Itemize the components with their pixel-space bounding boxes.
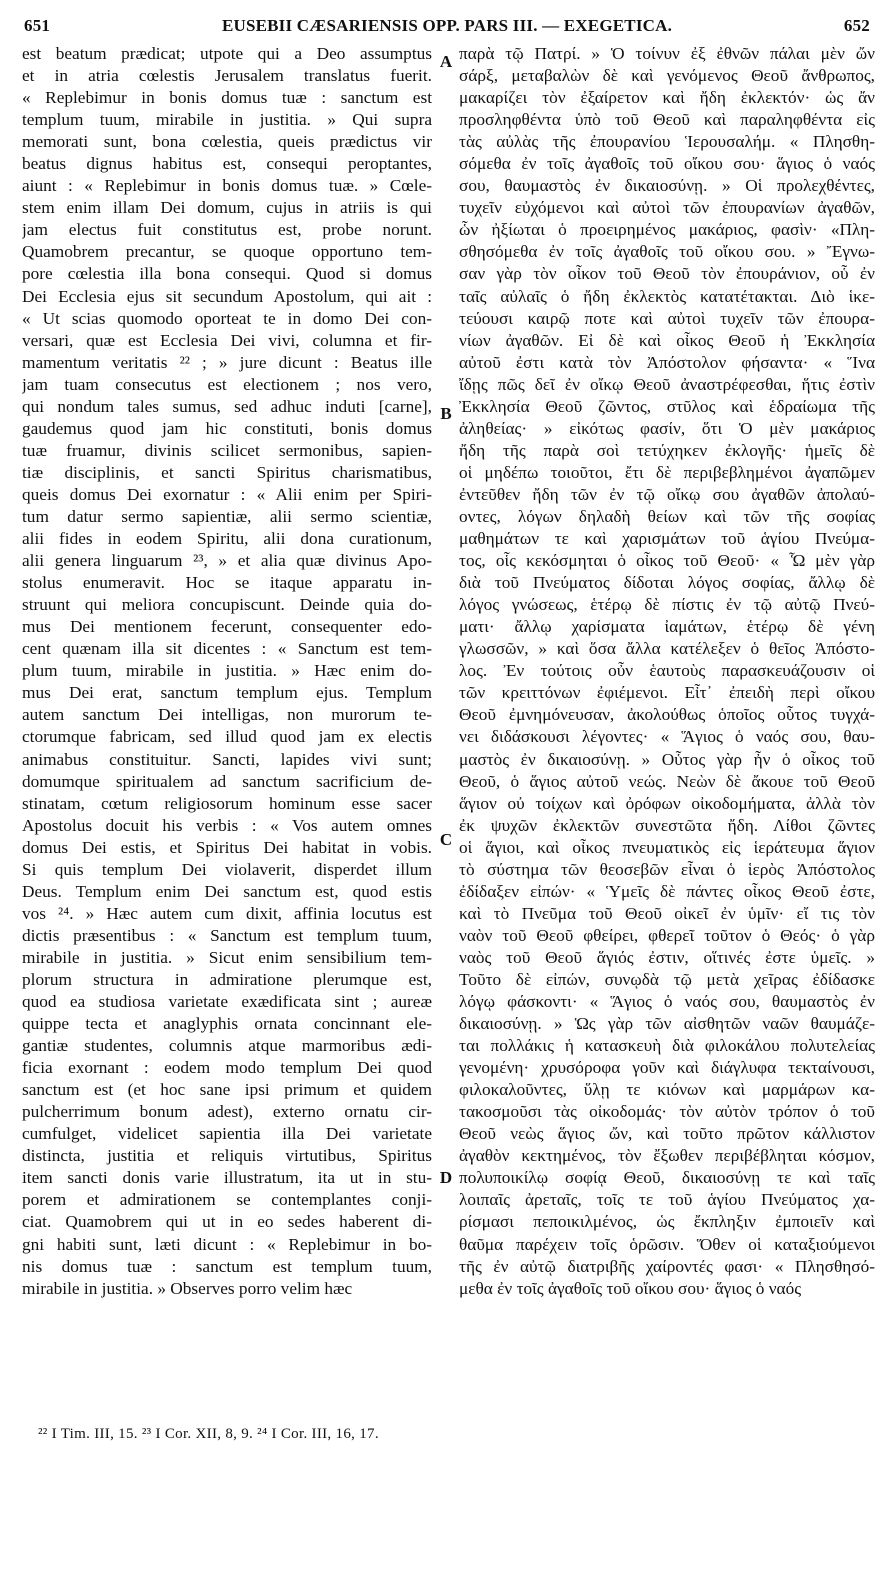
- section-marker-d: D: [439, 1168, 453, 1187]
- latin-text-line: Apostolus docuit his verbis : « Vos autem omnes: [22, 815, 432, 835]
- greek-text-line: τῆς ἐν αὐτῷ διατριβῆς χαίροντές φασι· « Πλησθησό-: [459, 1256, 875, 1276]
- latin-text-line: domumque spiritualem ad sanctum sacrificium de-: [22, 771, 432, 791]
- footnotes: ²² I Tim. III, 15. ²³ I Cor. XII, 8, 9. ²⁴ I Cor. III, 16, 17.: [38, 1426, 379, 1442]
- greek-text-line: σαν γὰρ τὸν οἶκον τοῦ Θεοῦ τὸν ἐπουράνιον, οὗ ἐν: [459, 264, 875, 284]
- greek-text-line: νει διδάσκουσι λέγοντες· « Ἅγιος ὁ ναός σου, θαυ-: [459, 727, 875, 747]
- latin-text-line: Si quis templum Dei violaverit, disperdet illum: [22, 859, 432, 879]
- latin-text-line: ciat. Quamobrem qui ut in eo sedes haberent di-: [22, 1212, 432, 1232]
- greek-text-line: σόμεθα ἐν τοῖς ἀγαθοῖς τοῦ οἴκου σου· ἅγιος ὁ ναός: [459, 154, 875, 174]
- greek-text-line: νίων ἀγαθῶν. Εἰ δὲ καὶ οἶκος Θεοῦ ἡ Ἐκκλησία: [459, 330, 875, 350]
- greek-text-line: τὰς αὐλὰς τῆς ἐπουρανίου Ἱερουσαλήμ. « Πλησθη-: [459, 132, 875, 152]
- section-marker-a: A: [439, 52, 453, 71]
- greek-text-line: διὰ τοῦ Πνεύματος δίδοται λόγος σοφίας, ἄλλῳ δὲ: [459, 573, 875, 593]
- page-header: [24, 14, 870, 38]
- latin-text-line: autem sanctum Dei intelligas, non murorum te-: [22, 705, 432, 725]
- latin-text-line: est beatum prædicat; utpote qui a Deo assumptus: [22, 44, 432, 63]
- greek-text-line: τεύουσι καιρῷ ποτε καὶ αὐτοὶ τυχεῖν τῶν ἐπουρα-: [459, 308, 875, 328]
- greek-text-line: μακαρίζει τὸν ἐξαίρετον καὶ ἤδη ἐκλεκτόν· ὡς ἄν: [459, 88, 875, 108]
- greek-text-line: τακοσμοῦσι τὰς οἰκοδομάς· τὸν αὐτὸν τρόπον ὁ τοῦ: [459, 1102, 875, 1122]
- greek-text-line: Θεοῦ ἐμνημόνευσαν, ἀκολούθως ὁποῖος οὗτος τυγχά-: [459, 705, 875, 725]
- greek-text-line: δικαιοσύνῃ. » Ὡς γὰρ τῶν αἰσθητῶν ναῶν θαυμάζε-: [459, 1014, 875, 1034]
- greek-text-line: τῶν κρειττόνων ἐφιέμενοι. Εἶτ᾽ ἐπειδὴ περὶ οἴκου: [459, 683, 875, 703]
- greek-text-line: ἀγαθὸν κεκτημένος, τὸν ἔξωθεν περιβέβληται κόσμον,: [459, 1146, 875, 1166]
- latin-text-line: mamentum veritatis ²² ; » jure dicunt : Beatus ille: [22, 352, 432, 372]
- latin-text-line: Quamobrem precantur, se quoque opportuno tem-: [22, 242, 432, 262]
- greek-text-line: λοιπαῖς ἀρεταῖς, τοῖς τε τοῦ ἁγίου Πνεύματος χα-: [459, 1190, 875, 1210]
- greek-text-line: καὶ τὸ Πνεῦμα τοῦ Θεοῦ οἰκεῖ ἐν ὑμῖν· εἴ τις τὸν: [459, 903, 875, 923]
- latin-text-line: struunt qui meliora concupiscunt. Deinde quia do-: [22, 595, 432, 615]
- latin-text-line: nis domus tuæ : sanctum est templum tuum,: [22, 1256, 432, 1276]
- latin-text-line: alii fides in eodem Spiritu, alii dona curationum,: [22, 529, 432, 549]
- greek-text-line: προσληφθέντα ὑπὸ τοῦ Θεοῦ καὶ παραληφθέντα εἰς: [459, 110, 875, 130]
- greek-text-line: ἤδη τῆς παρὰ σοὶ τετύχηκεν ἐκλογῆς· ἡμεῖς δὲ: [459, 440, 875, 460]
- latin-text-line: aiunt : « Replebimur in bonis domus tuæ. » Cœle-: [22, 176, 432, 196]
- latin-text-line: jam electus fuit constitutus est, probe norunt.: [22, 220, 432, 240]
- latin-text-line: mus Dei mentionem fecerunt, consequenter edo-: [22, 617, 432, 637]
- page-number-left: 651: [24, 16, 51, 35]
- latin-text-line: Deus. Templum enim Dei sanctum est, quod estis: [22, 881, 432, 901]
- greek-text-line: αὐτοῦ ἐστι κατὰ τὸν Ἀπόστολον φήσαντα· « Ἵνα: [459, 352, 875, 372]
- latin-text-line: item sancti donis varie illustratum, ita ut in stu-: [22, 1168, 432, 1188]
- greek-text-line: σάρξ, μεταβαλὼν δὲ καὶ γενόμενος Θεοῦ ἄνθρωπος,: [459, 66, 875, 86]
- greek-text-line: οντες, λόγων δηλαδὴ θείων καὶ τῶν τῆς σοφίας: [459, 506, 875, 526]
- greek-text-line: θαῦμα παρέχειν τοῖς ὁρῶσιν. Ὅθεν οἱ καταξιούμενοι: [459, 1234, 875, 1254]
- latin-text-line: mirabile in justitia. » Sicut enim sensibilium tem-: [22, 947, 432, 967]
- latin-text-line: plum tuum, mirabile in justitia. » Hæc enim do-: [22, 661, 432, 681]
- greek-text-line: μεθα ἐν τοῖς ἀγαθοῖς τοῦ οἴκου σου· ἅγιος ὁ ναός: [459, 1278, 802, 1298]
- greek-text-line: λόγῳ φάσκοντι· « Ἅγιος ὁ ναός σου, θαυμαστὸς ἐν: [459, 992, 875, 1012]
- latin-text-line: tiæ disciplinis, et sancti Spiritus charismatibus,: [22, 462, 432, 482]
- greek-text-line: γλωσσῶν, » καὶ ὅσα ἄλλα κατέλεξεν ὁ θεῖος Ἀπόστο-: [459, 639, 875, 659]
- latin-text-line: porem et admirationem se contemplantes conji-: [22, 1190, 432, 1210]
- greek-text-line: παρὰ τῷ Πατρί. » Ὁ τοίνυν ἐξ ἐθνῶν πάλαι μὲν ὤν: [459, 44, 875, 63]
- latin-text-line: pulcherrimum bonum adest), externo ornatu cir-: [22, 1102, 432, 1122]
- latin-text-line: « Replebimur in bonis domus tuæ : sanctum est: [22, 88, 432, 108]
- greek-text-line: λόγος γνώσεως, ἑτέρῳ δὲ πίστις ἐν τῷ αὐτῷ Πνεύ-: [459, 595, 875, 615]
- section-marker-b: B: [440, 404, 452, 423]
- greek-text-line: ἀληθείας· » εἰκότως φασίν, ὅτι Ὁ μὲν μακάριος: [459, 418, 875, 438]
- latin-text-line: versari, quæ est Ecclesia Dei vivi, columna et fir-: [22, 330, 432, 350]
- greek-text-line: Θεοῦ, ὁ ἅγιος αὐτοῦ νεώς. Νεὼν δὲ ἄκουε τοῦ Θεοῦ: [459, 771, 875, 791]
- greek-text-line: μαθημάτων τε καὶ χαρισμάτων τοῦ ἁγίου Πνεύμα-: [459, 529, 875, 549]
- latin-text-line: animabus constituitur. Sancti, lapides vivi sunt;: [22, 749, 432, 769]
- greek-text-line: Ἐκκλησία Θεοῦ ζῶντος, στῦλος καὶ ἑδραίωμα τῆς: [459, 396, 875, 416]
- page-number-right: 652: [843, 16, 870, 35]
- latin-text-line: jam tuam consecutus est electionem ; nos vero,: [22, 374, 432, 394]
- latin-text-line: stolus enumeravit. Hoc se itaque apparatu in-: [22, 573, 432, 593]
- latin-text-line: pore cœlestia illa bona consequi. Quod si domus: [22, 264, 432, 284]
- latin-text-line: plorum structura in admiratione plerumque est,: [22, 969, 432, 989]
- greek-text-line: τος, οἷς κεκόσμηται ὁ οἶκος τοῦ Θεοῦ· « Ὧ μὲν γὰρ: [459, 551, 875, 571]
- greek-text-line: πολυποικίλῳ σοφίᾳ Θεοῦ, δικαιοσύνῃ τε καὶ ταῖς: [459, 1168, 875, 1188]
- greek-text-line: ὧν ἠξίωται ὁ προειρημένος μακάριος, φασὶν· «Πλη-: [459, 220, 875, 240]
- latin-text-line: memorati sunt, bona cœlestia, queis prædictus vir: [22, 132, 432, 152]
- latin-text-line: vos ²⁴. » Hæc autem cum dixit, affinia locutus est: [22, 903, 432, 923]
- greek-text-line: ρίσμασι πεποικιλμένος, ὡς ἔκπληξιν ἐμποιεῖν καὶ: [459, 1212, 875, 1232]
- latin-text-line: distincta, justitia et reliquis virtutibus, Spiritus: [22, 1146, 432, 1166]
- latin-column: [22, 43, 432, 1433]
- greek-text-line: ἴδῃς πῶς δεῖ ἐν οἴκῳ Θεοῦ ἀναστρέφεσθαι, ἥτις ἐστὶν: [459, 374, 875, 394]
- latin-text-line: tuæ fruamur, divinis scilicet sermonibus, sapien-: [22, 440, 432, 460]
- greek-text-line: ἐντεῦθεν ἤδη τῶν ἐν τῷ οἴκῳ σου ἀγαθῶν ἀπολαύ-: [459, 484, 875, 504]
- greek-text-line: ἐδίδαξεν εἰπών· « Ὑμεῖς δὲ πάντες οἶκος Θεοῦ ἐστε,: [459, 881, 875, 901]
- latin-text-line: « Ut scias quomodo oporteat te in domo Dei con-: [22, 308, 432, 328]
- latin-text-line: templum tuum, mirabile in justitia. » Qui supra: [22, 110, 432, 130]
- greek-text-line: ται πολλάκις ἡ κατασκευὴ διὰ φιλοκάλου πολυτελείας: [459, 1036, 875, 1056]
- greek-text-line: ναὸς τοῦ Θεοῦ ἅγιός ἐστιν, οἵτινές ἐστε ὑμεῖς. »: [459, 947, 875, 967]
- running-title: EUSEBII CÆSARIENSIS OPP. PARS III. — EXEGETICA.: [221, 16, 673, 35]
- latin-text-line: stinatam, cœtum religiosorum hominum esse sacer: [22, 793, 432, 813]
- section-marker-c: C: [439, 830, 453, 849]
- latin-text-line: Dei Ecclesia ejus sit secundum Apostolum, qui ait :: [22, 286, 432, 306]
- latin-text-line: gni habiti sunt, læti dicunt : « Replebimur in bo-: [22, 1234, 432, 1254]
- latin-text-line: domus Dei estis, et Spiritus Dei habitat in vobis.: [22, 837, 432, 857]
- greek-text-line: λος. Ἐν τούτοις οὖν ἑαυτοὺς παρασκευάζουσιν οἱ: [459, 661, 875, 681]
- latin-text-line: gantiæ studentes, columnis atque marmoribus ædi-: [22, 1036, 432, 1056]
- latin-text-line: tum datur sermo sapientiæ, alii sermo scientiæ,: [22, 506, 432, 526]
- latin-text-line: ctorumque fabricam, sed illud quod jam ex electis: [22, 727, 432, 747]
- latin-text-line: cumfulget, videlicet sapientia illa Dei varietate: [22, 1124, 432, 1144]
- greek-text-line: ματι· ἄλλῳ χαρίσματα ἰαμάτων, ἑτέρῳ δὲ γένη: [459, 617, 875, 637]
- greek-column: [459, 43, 875, 1433]
- greek-text-line: τυχεῖν εὐχόμενοι καὶ αὐτοὶ τῶν ἐπουρανίων ἀγαθῶν,: [459, 198, 875, 218]
- latin-text-line: dictis præsentibus : « Sanctum est templum tuum,: [22, 925, 432, 945]
- greek-text-line: σου, θαυμαστὸς ἐν δικαιοσύνῃ. » Οἱ προλεχθέντες,: [459, 176, 875, 196]
- latin-text-line: beatus dignus habitus est, consequi peroptantes,: [22, 154, 432, 174]
- greek-text-line: οἱ ἅγιοι, καὶ οἶκος πνευματικὸς εἰς ἱεράτευμα ἅγιον: [459, 837, 875, 857]
- greek-text-line: ἅγιον οὐ τοίχων καὶ ὀρόφων οἰκοδομήματα, ἀλλὰ τὸν: [459, 793, 875, 813]
- greek-text-line: ταῖς αὐλαῖς ὁ ἤδη ἐκλεκτὸς κατατέτακται. Διὸ ἱκε-: [459, 286, 875, 306]
- greek-text-line: γενομένη· χρυσόροφα γοῦν καὶ διάγλυφα τεκταίνουσι,: [459, 1058, 875, 1078]
- latin-text-line: mus Dei erat, sanctum templum ejus. Templum: [22, 683, 432, 703]
- latin-text-line: stem enim illam Dei domum, cujus in atriis is qui: [22, 198, 432, 218]
- latin-text-line: gaudemus quod jam hic constituti, bonis domus: [22, 418, 432, 438]
- greek-text-line: ναὸν τοῦ Θεοῦ φθείρει, φθερεῖ τοῦτον ὁ Θεός· ὁ γὰρ: [459, 925, 875, 945]
- latin-text-line: quod ea studiosa varietate exædificata sint ; aureæ: [22, 992, 432, 1012]
- latin-text-line: sanctum est (et hoc sane ipsi primum et quidem: [22, 1080, 432, 1100]
- greek-text-line: σθησόμεθα ἐν τοῖς ἀγαθοῖς τοῦ οἴκου σου. » Ἔγνω-: [459, 242, 875, 262]
- latin-text-line: et in atria cœlestis Jerusalem translatus fuerit.: [22, 66, 432, 86]
- greek-text-line: Τοῦτο δὲ εἰπών, συνῳδὰ τῷ μετὰ χεῖρας ἐδίδασκε: [459, 969, 875, 989]
- latin-text-line: quippe tecta et anaglyphis ornata concinnant ele-: [22, 1014, 432, 1034]
- latin-text-line: cent quænam illa sit dicentes : « Sanctum est tem-: [22, 639, 432, 659]
- latin-text-line: queis domus Dei exornatur : « Alii enim per Spiri-: [22, 484, 432, 504]
- greek-text-line: τὸ σύστημα τῶν θεοσεβῶν εἶναι ὁ ἱερὸς Ἀπόστολος: [459, 859, 875, 879]
- greek-text-line: φιλοκαλοῦντες, ὕλῃ τε κιόνων καὶ μαρμάρων κα-: [459, 1080, 875, 1100]
- greek-text-line: οἱ μηδέπω τοιοῦτοι, ἔτι δὲ περιβεβλημένοι ἀγαπῶμεν: [459, 462, 875, 482]
- greek-text-line: μαστὸς ἐν δικαιοσύνῃ. » Οὗτος γὰρ ἦν ὁ οἶκος τοῦ: [459, 749, 875, 769]
- latin-text-line: ficia exornant : eodem modo templum Dei quod: [22, 1058, 432, 1078]
- latin-text-line: qui nondum tales sumus, sed adhuc induti [carne],: [22, 396, 432, 416]
- greek-text-line: Θεοῦ νεὼς ἅγιος ὤν, καὶ τοῦτο πρῶτον κάλλιστον: [459, 1124, 875, 1144]
- latin-text-line: mirabile in justitia. » Observes porro velim hæc: [22, 1278, 353, 1298]
- greek-text-line: ἐκ ψυχῶν ἐκλεκτῶν συνεστῶτα ἤδη. Λίθοι ζῶντες: [459, 815, 875, 835]
- latin-text-line: alii genera linguarum ²³, » et alia quæ divinus Apo-: [22, 551, 432, 571]
